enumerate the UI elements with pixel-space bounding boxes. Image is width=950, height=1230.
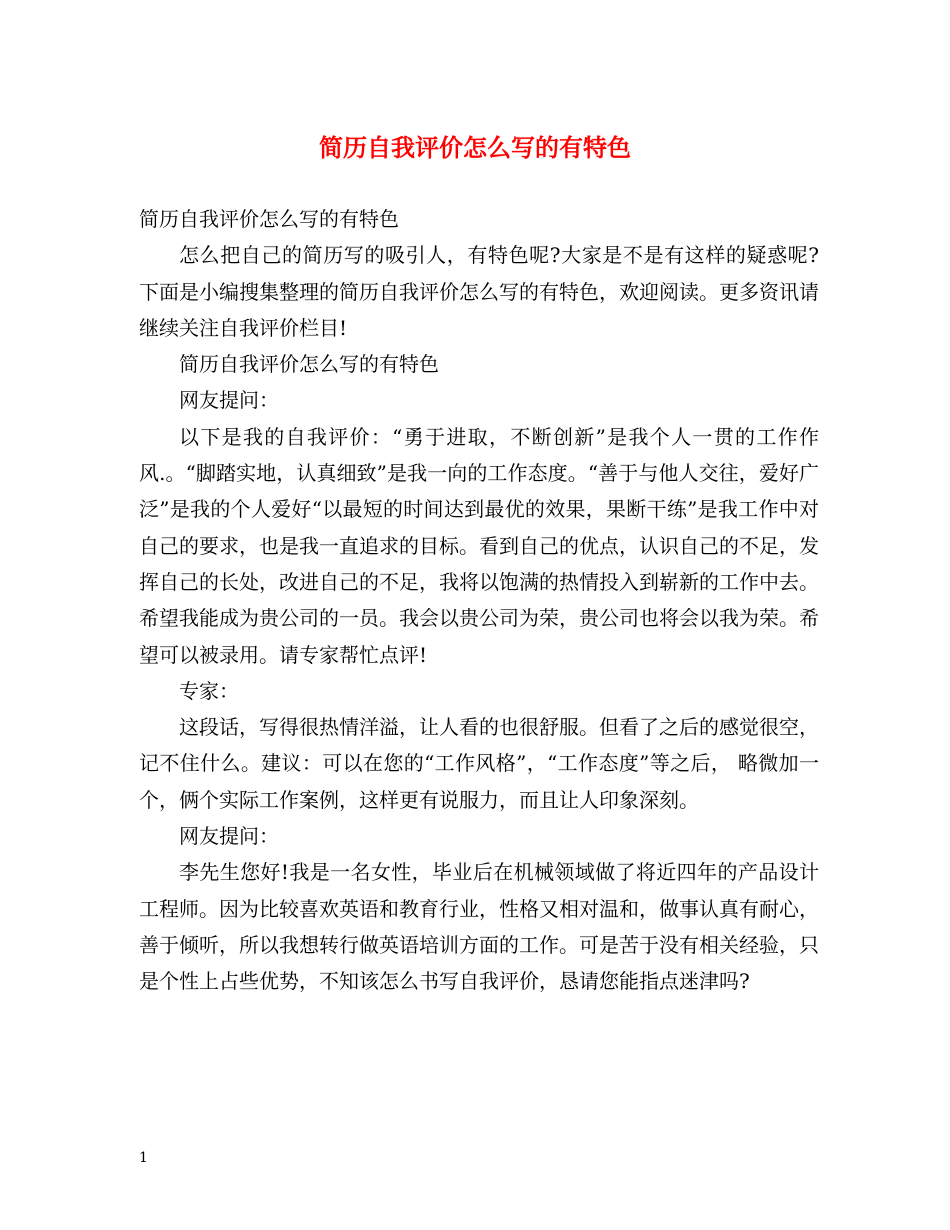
body-paragraph: 专家：: [179, 678, 239, 703]
document-body: [139, 201, 819, 1000]
document-title: 简历自我评价怎么写的有特色: [319, 133, 631, 162]
page-number: 1: [139, 1150, 148, 1166]
body-paragraph: 网友提问：: [179, 824, 279, 849]
body-paragraph: 网友提问：: [179, 388, 279, 413]
body-paragraph: 简历自我评价怎么写的有特色: [139, 207, 399, 231]
body-paragraph: 怎么把自己的简历写的吸引人，有特色呢?大家是不是有这样的疑惑呢?下面是小编搜集整理的简历自我评价怎么写的有特色，欢迎阅读。更多资讯请继续关注自我评价栏目!: [139, 243, 819, 340]
body-paragraph: 简历自我评价怎么写的有特色: [179, 352, 439, 377]
body-paragraph: 以下是我的自我评价：“勇于进取，不断创新”是我个人一贯的工作作风.。“脚踏实地，认真细致”是我一向的工作态度。“善于与他人交往，爱好广泛”是我的个人爱好“以最短的时间达到最优的效果，果断干练”是我工作中对自己的要求，也是我一直追求的目标。看到自己的优点，认识自己的不足，发挥自己的长处，改进自己的不足，我将以饱满的热情投入到崭新的工作中去。希望我能成为贵公司的一员。我会以贵公司为荣，贵公司也将会以我为荣。希望可以被录用。请专家帮忙点评!: [139, 424, 819, 667]
body-paragraph: 这段话，写得很热情洋溢，让人看的也很舒服。但看了之后的感觉很空，记不住什么。建议：可以在您的“工作风格”，“工作态度”等之后， 略微加一个，俩个实际工作案例，这样更有说服力，而且让人印象深刻。: [139, 715, 819, 812]
body-paragraph: 李先生您好!我是一名女性，毕业后在机械领域做了将近四年的产品设计工程师。因为比较喜欢英语和教育行业，性格又相对温和，做事认真有耐心，善于倾听，所以我想转行做英语培训方面的工作。可是苦于没有相关经验，只是个性上占些优势，不知该怎么书写自我评价，恳请您能指点迷津吗?: [139, 860, 819, 994]
